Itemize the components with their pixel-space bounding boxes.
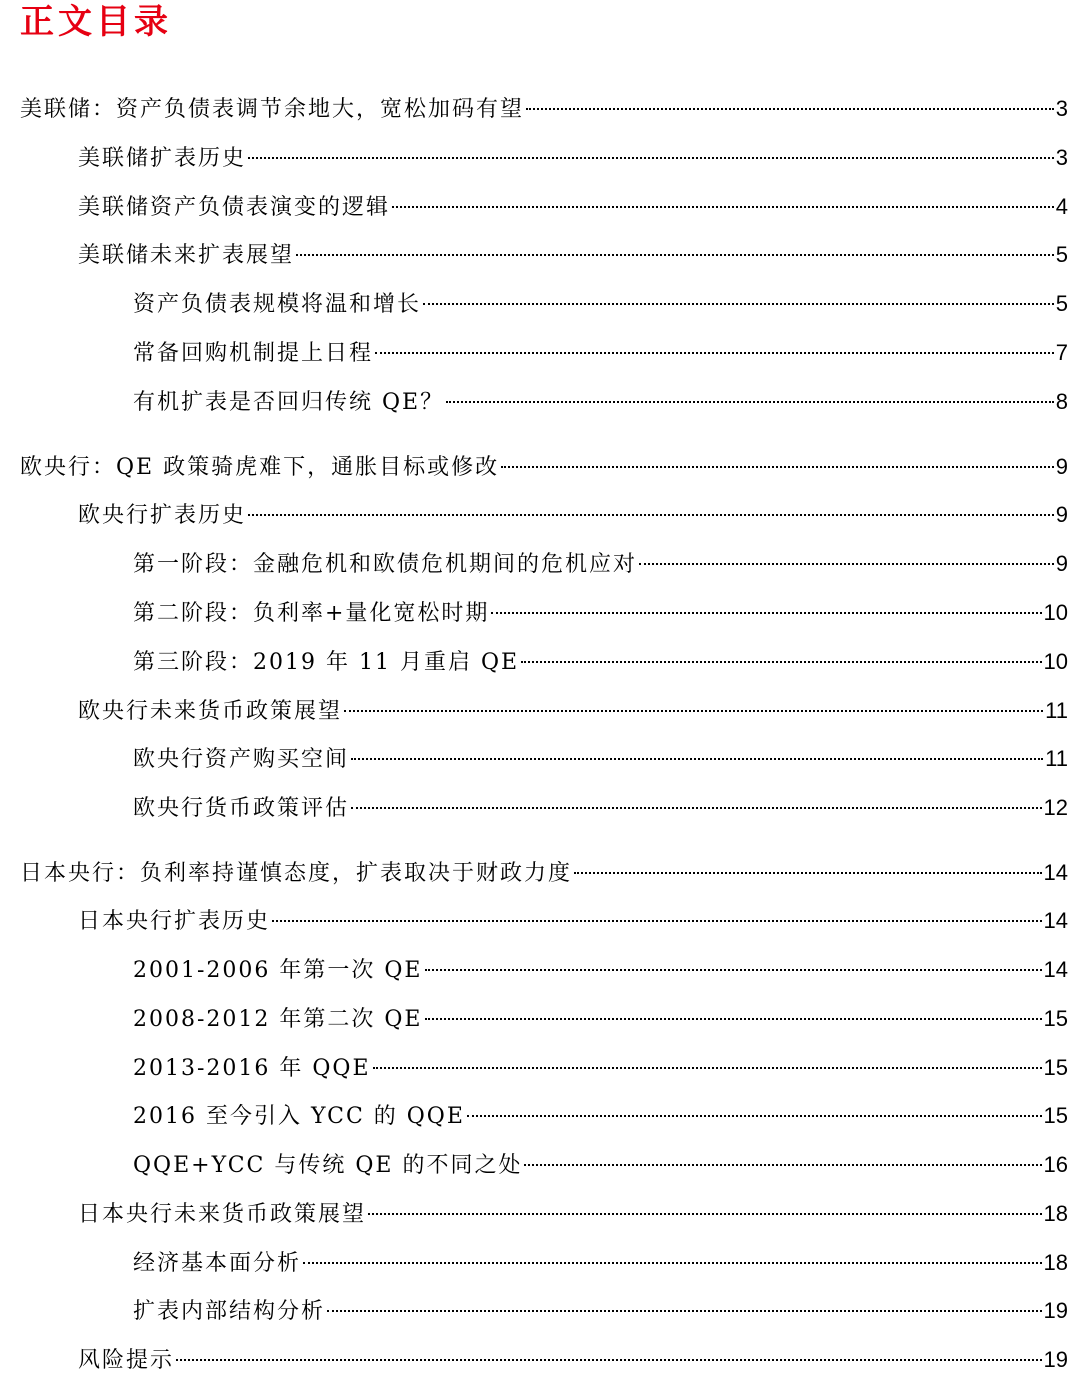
dot-leader [425,969,1042,971]
toc-entry-title: 日本央行未来货币政策展望 [78,1202,367,1227]
toc-entry-page: 8 [1055,389,1068,414]
toc-entry[interactable] [133,1246,1068,1280]
toc-entry-title: 美联储未来扩表展望 [78,243,295,268]
toc-entry-title: 欧央行未来货币政策展望 [78,699,343,724]
dot-leader [368,1213,1042,1215]
toc-entry-page: 10 [1043,600,1068,625]
dot-leader [446,401,1054,403]
toc-entry-title: 常备回购机制提上日程 [133,341,374,366]
toc-entry-title: 资产负债表规模将温和增长 [133,292,422,317]
toc-entry-page: 14 [1043,957,1068,982]
toc-entry-title: 扩表内部结构分析 [133,1299,326,1324]
toc-entry-title: 日本央行：负利率持谨慎态度，扩表取决于财政力度 [20,861,573,886]
toc-entry[interactable] [133,596,1068,630]
toc-entry[interactable] [20,92,1068,126]
toc-entry[interactable] [133,336,1068,370]
toc-entry-page: 14 [1043,860,1068,885]
dot-leader [351,758,1043,760]
dot-leader [524,1164,1041,1166]
dot-leader [526,108,1054,110]
dot-leader [303,1262,1042,1264]
toc-entry-page: 3 [1055,145,1068,170]
toc-entry-title: 第二阶段：负利率+量化宽松时期 [133,601,490,626]
toc-entry-page: 3 [1055,96,1068,121]
toc-entry-title: 日本央行扩表历史 [78,909,271,934]
toc-entry-title: 有机扩表是否回归传统 QE？ [133,390,445,415]
toc-entry-page: 11 [1045,698,1068,723]
toc-entry-page: 10 [1043,649,1068,674]
toc-entry-page: 5 [1055,291,1068,316]
toc-entry[interactable] [133,287,1068,321]
toc-entry[interactable] [78,238,1068,272]
toc-entry[interactable] [78,694,1068,728]
toc-entry[interactable] [78,498,1068,532]
toc-entry-page: 15 [1043,1006,1068,1031]
toc-entry-title: 欧央行资产购买空间 [133,747,350,772]
toc-entry-page: 19 [1043,1298,1068,1323]
toc-entry[interactable] [133,1002,1068,1036]
dot-leader [521,661,1041,663]
toc-entry[interactable] [78,141,1068,175]
toc-entry-page: 18 [1043,1201,1068,1226]
toc-entry[interactable] [78,190,1068,224]
toc-entry-page: 9 [1055,454,1068,479]
toc-entry-page: 11 [1045,746,1068,771]
toc-entry-page: 9 [1055,502,1068,527]
dot-leader [248,157,1054,159]
dot-leader [248,514,1054,516]
toc-entry-title: 2008-2012 年第二次 QE [133,1007,423,1032]
toc-entry-page: 7 [1055,340,1068,365]
toc-entry-title: 经济基本面分析 [133,1251,302,1276]
toc-entry-title: 2013-2016 年 QQE [133,1056,371,1081]
dot-leader [425,1018,1042,1020]
toc-entry-title: 2016 至今引入 YCC 的 QQE [133,1104,465,1129]
toc-entry-page: 16 [1043,1152,1068,1177]
toc-entry[interactable] [133,385,1068,419]
toc-entry-page: 9 [1055,551,1068,576]
toc-entry[interactable] [133,953,1068,987]
dot-leader [392,206,1054,208]
toc-entry[interactable] [20,450,1068,484]
dot-leader [375,352,1054,354]
toc-entry[interactable] [78,904,1068,938]
dot-leader [176,1359,1042,1361]
toc-entry-title: 美联储：资产负债表调节余地大，宽松加码有望 [20,97,525,122]
toc-entry-page: 19 [1043,1347,1068,1372]
toc-entry-title: 欧央行：QE 政策骑虎难下，通胀目标或修改 [20,455,500,480]
toc-entry-page: 12 [1043,795,1068,820]
dot-leader [467,1115,1042,1117]
toc-entry-title: 第三阶段：2019 年 11 月重启 QE [133,650,520,675]
toc-entry-page: 5 [1055,242,1068,267]
toc-entry-title: 2001-2006 年第一次 QE [133,958,423,983]
dot-leader [501,466,1054,468]
toc-entry[interactable] [133,1099,1068,1133]
toc-entry-title: 美联储资产负债表演变的逻辑 [78,195,391,220]
toc-entry[interactable] [133,791,1068,825]
dot-leader [272,920,1042,922]
toc-entry-page: 15 [1043,1103,1068,1128]
toc-entry-title: 风险提示 [78,1348,175,1373]
toc-entry-page: 4 [1055,194,1068,219]
dot-leader [574,872,1042,874]
toc-entry-page: 18 [1043,1250,1068,1275]
toc-entry[interactable] [20,856,1068,890]
toc-entry-title: 欧央行扩表历史 [78,503,247,528]
toc-entry[interactable] [78,1197,1068,1231]
toc-entry-title: 欧央行货币政策评估 [133,796,350,821]
toc-entry[interactable] [133,547,1068,581]
toc-entry-title: 第一阶段：金融危机和欧债危机期间的危机应对 [133,552,638,577]
toc-entry[interactable] [133,1051,1068,1085]
toc-entry-page: 14 [1043,908,1068,933]
dot-leader [639,563,1054,565]
toc-entry[interactable] [78,1343,1068,1377]
toc-entry-page: 15 [1043,1055,1068,1080]
dot-leader [327,1310,1042,1312]
toc-entry[interactable] [133,1148,1068,1182]
toc-entry[interactable] [133,742,1068,776]
toc-entry[interactable] [133,645,1068,679]
dot-leader [373,1067,1042,1069]
toc-entry[interactable] [133,1294,1068,1328]
dot-leader [296,254,1054,256]
toc-entry-title: 美联储扩表历史 [78,146,247,171]
dot-leader [344,710,1043,712]
toc-entry-title: QQE+YCC 与传统 QE 的不同之处 [133,1153,523,1178]
dot-leader [491,612,1041,614]
dot-leader [423,303,1054,305]
page-title: 正文目录 [20,2,172,42]
dot-leader [351,807,1042,809]
